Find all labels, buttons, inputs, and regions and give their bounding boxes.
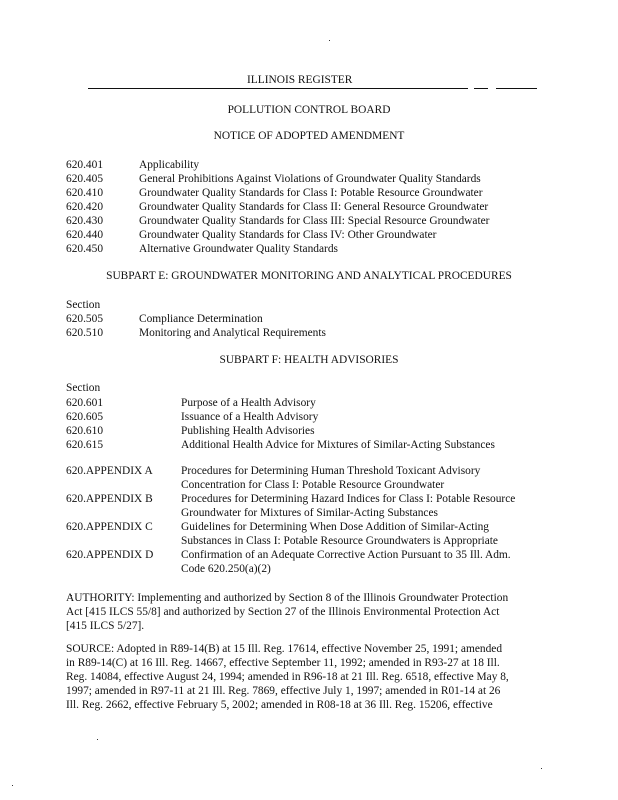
register-title: ILLINOIS REGISTER [247,74,353,86]
appendix-number: 620.APPENDIX B [66,493,153,505]
appendix-title: Procedures for Determining Hazard Indices for Class I: Potable Resource [181,493,516,505]
authority-line: AUTHORITY: Implementing and authorized by Section 8 of the Illinois Groundwater Protection [66,592,509,604]
section-title: Groundwater Quality Standards for Class IV: Other Groundwater [139,229,437,241]
appendix-title: Procedures for Determining Human Threshold Toxicant Advisory [181,465,481,477]
section-title: Publishing Health Advisories [181,425,315,437]
authority-line: [415 ILCS 5/27]. [66,620,145,632]
appendix-title-cont: Substances in Class I: Potable Resource Groundwaters is Appropriate [181,535,498,547]
appendix-title-cont: Concentration for Class I: Potable Resource Groundwater [181,479,445,491]
section-number: 620.605 [66,411,104,423]
section-title: Groundwater Quality Standards for Class II: General Resource Groundwater [139,201,489,213]
section-number: 620.440 [66,229,104,241]
header-rule-end [496,88,537,89]
section-title: Compliance Determination [139,313,263,325]
section-title: Issuance of a Health Advisory [181,411,319,423]
section-title: Alternative Groundwater Quality Standards [139,243,338,255]
section-number: 620.615 [66,439,104,451]
source-line: in R89-14(C) at 16 Ill. Reg. 14667, effective September 11, 1992; amended in R93-27 at 18 Ill. [66,657,500,669]
appendix-title: Guidelines for Determining When Dose Addition of Similar-Acting [181,521,490,533]
section-number: 620.401 [66,159,104,171]
scan-speck [329,40,330,41]
appendix-number: 620.APPENDIX A [66,465,153,477]
section-number: 620.405 [66,173,104,185]
authority-line: Act [415 ILCS 55/8] and authorized by Section 27 of the Illinois Environmental Protection Act [66,606,500,618]
section-number: 620.420 [66,201,104,213]
section-title: Purpose of a Health Advisory [181,397,316,409]
source-line: Ill. Reg. 2662, effective February 5, 2002; amended in R08-18 at 36 Ill. Reg. 15206, effective [66,699,493,711]
section-number: 620.430 [66,215,104,227]
section-number: 620.450 [66,243,104,255]
appendix-title-cont: Code 620.250(a)(2) [181,563,271,575]
section-title: Monitoring and Analytical Requirements [139,327,326,339]
section-number: 620.505 [66,313,104,325]
section-number: 620.410 [66,187,104,199]
source-line: 1997; amended in R97-11 at 21 Ill. Reg. 7869, effective July 1, 1997; amended in R01-14 at 26 [66,685,501,697]
appendix-title: Confirmation of an Adequate Corrective Action Pursuant to 35 Ill. Adm. [181,549,511,561]
header-rule-end [474,88,488,89]
board-title: POLLUTION CONTROL BOARD [227,104,391,116]
header-rule [88,88,468,89]
section-title: Groundwater Quality Standards for Class III: Special Resource Groundwater [139,215,490,227]
appendix-number: 620.APPENDIX C [66,521,153,533]
section-number: 620.610 [66,425,104,437]
section-label: Section [66,299,101,311]
section-title: General Prohibitions Against Violations of Groundwater Quality Standards [139,173,481,185]
source-line: SOURCE: Adopted in R89-14(B) at 15 Ill. Reg. 17614, effective November 25, 1991; amended [66,643,503,655]
section-label: Section [66,382,101,394]
section-number: 620.510 [66,327,104,339]
scan-speck [12,785,13,786]
scan-speck [97,739,98,740]
subpart-f-heading: SUBPART F: HEALTH ADVISORIES [219,354,399,366]
notice-title: NOTICE OF ADOPTED AMENDMENT [213,130,405,142]
source-line: Reg. 14084, effective August 24, 1994; amended in R96-18 at 21 Ill. Reg. 6518, effective May 8, [66,671,509,683]
section-number: 620.601 [66,397,104,409]
section-title: Groundwater Quality Standards for Class I: Potable Resource Groundwater [139,187,483,199]
section-title: Applicability [139,159,200,171]
section-title: Additional Health Advice for Mixtures of Similar-Acting Substances [181,439,495,451]
appendix-number: 620.APPENDIX D [66,549,154,561]
scan-speck [541,768,542,769]
subpart-e-heading: SUBPART E: GROUNDWATER MONITORING AND ANALYTICAL PROCEDURES [106,270,512,282]
appendix-title-cont: Groundwater for Mixtures of Similar-Acting Substances [181,507,438,519]
